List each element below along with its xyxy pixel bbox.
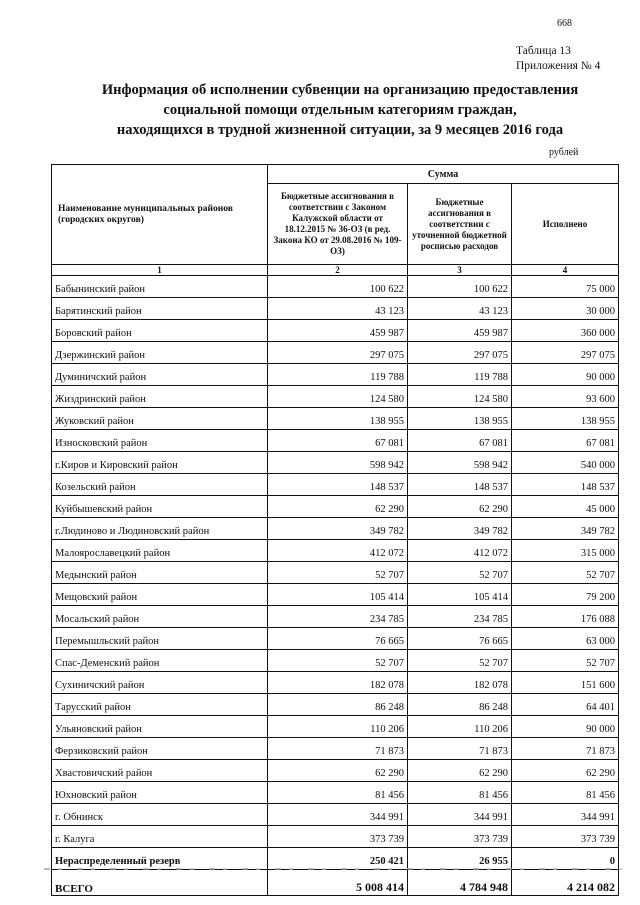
budget-law-value: 344 991 [268,804,408,826]
total-budget-law: 5 008 414 [268,870,408,896]
executed-value: 344 991 [512,804,619,826]
column-index: 2 [268,265,408,276]
budget-refined-value: 119 788 [408,364,512,386]
executed-value: 90 000 [512,364,619,386]
table-row [52,650,619,672]
header-name-column: Наименование муниципальных районов (городских округов) [52,165,268,265]
table-row [52,562,619,584]
reserve-budget-refined: 26 955 [408,848,512,870]
district-name: Тарусский район [52,694,268,716]
executed-value: 52 707 [512,562,619,584]
district-name: Бабынинский район [52,276,268,298]
budget-refined-value: 52 707 [408,650,512,672]
budget-law-value: 43 123 [268,298,408,320]
district-name: Козельский район [52,474,268,496]
header-budget-law: Бюджетные ассигнования в соответствии с Законом Калужской области от 18.12.2015 № 36-ОЗ (в ред. Закона КО от 29.08.2016 № 109-ОЗ) [268,184,408,265]
district-name: Сухиничский район [52,672,268,694]
budget-refined-value: 182 078 [408,672,512,694]
budget-law-value: 105 414 [268,584,408,606]
table-body [52,276,619,848]
budget-refined-value: 234 785 [408,606,512,628]
table-reference-line-2: Приложения № 4 [516,60,601,72]
executed-value: 79 200 [512,584,619,606]
budget-law-value: 86 248 [268,694,408,716]
budget-refined-value: 110 206 [408,716,512,738]
budget-law-value: 297 075 [268,342,408,364]
executed-value: 540 000 [512,452,619,474]
district-name: Перемышльский район [52,628,268,650]
executed-value: 151 600 [512,672,619,694]
budget-law-value: 76 665 [268,628,408,650]
executed-value: 90 000 [512,716,619,738]
budget-law-value: 62 290 [268,496,408,518]
document-title [40,80,640,140]
executed-value: 71 873 [512,738,619,760]
table-row [52,628,619,650]
executed-value: 360 000 [512,320,619,342]
budget-refined-value: 344 991 [408,804,512,826]
table-row [52,738,619,760]
budget-refined-value: 148 537 [408,474,512,496]
budget-law-value: 148 537 [268,474,408,496]
budget-refined-value: 412 072 [408,540,512,562]
district-name: Ульяновский район [52,716,268,738]
table-row [52,826,619,848]
header-budget-refined: Бюджетные ассигнования в соответствии с уточненной бюджетной росписью расходов [408,184,512,265]
district-name: Мещовский район [52,584,268,606]
budget-refined-value: 81 456 [408,782,512,804]
budget-refined-value: 373 739 [408,826,512,848]
budget-refined-value: 138 955 [408,408,512,430]
executed-value: 30 000 [512,298,619,320]
budget-law-value: 598 942 [268,452,408,474]
district-name: Медынский район [52,562,268,584]
executed-value: 138 955 [512,408,619,430]
budget-refined-value: 459 987 [408,320,512,342]
page-number: 668 [557,18,572,29]
budget-refined-value: 100 622 [408,276,512,298]
header-sum: Сумма [268,165,619,184]
budget-refined-value: 598 942 [408,452,512,474]
budget-law-value: 412 072 [268,540,408,562]
budget-refined-value: 76 665 [408,628,512,650]
budget-law-value: 71 873 [268,738,408,760]
table-row [52,276,619,298]
reserve-executed: 0 [512,848,619,870]
budget-law-value: 459 987 [268,320,408,342]
total-executed: 4 214 082 [512,870,619,896]
column-index: 4 [512,265,619,276]
district-name: г. Калуга [52,826,268,848]
executed-value: 75 000 [512,276,619,298]
budget-law-value: 119 788 [268,364,408,386]
table-row [52,320,619,342]
table-row [52,364,619,386]
budget-refined-value: 62 290 [408,760,512,782]
executed-value: 315 000 [512,540,619,562]
budget-law-value: 62 290 [268,760,408,782]
table-row [52,298,619,320]
district-name: Малоярославецкий район [52,540,268,562]
column-index-row [52,265,619,276]
executed-value: 148 537 [512,474,619,496]
budget-law-value: 67 081 [268,430,408,452]
budget-refined-value: 124 580 [408,386,512,408]
budget-refined-value: 71 873 [408,738,512,760]
executed-value: 62 290 [512,760,619,782]
reserve-row [52,848,619,870]
total-row [52,870,619,896]
table-reference [516,44,600,74]
column-index: 3 [408,265,512,276]
executed-value: 67 081 [512,430,619,452]
total-name: ВСЕГО [52,870,268,896]
budget-refined-value: 86 248 [408,694,512,716]
budget-law-value: 182 078 [268,672,408,694]
district-name: г.Киров и Кировский район [52,452,268,474]
table-row [52,496,619,518]
executed-value: 373 739 [512,826,619,848]
reserve-budget-law: 250 421 [268,848,408,870]
table-reference-line-1: Таблица 13 [516,45,571,57]
budget-law-value: 373 739 [268,826,408,848]
district-name: г.Людиново и Людиновский район [52,518,268,540]
table-row [52,694,619,716]
budget-refined-value: 349 782 [408,518,512,540]
table-row [52,782,619,804]
district-name: Жуковский район [52,408,268,430]
district-name: Боровский район [52,320,268,342]
district-name: Мосальский район [52,606,268,628]
column-index: 1 [52,265,268,276]
district-name: Хвастовичский район [52,760,268,782]
district-name: г. Обнинск [52,804,268,826]
district-name: Куйбышевский район [52,496,268,518]
budget-law-value: 124 580 [268,386,408,408]
document-title-line-1: Информация об исполнении субвенции на организацию предоставления [101,82,579,98]
executed-value: 64 401 [512,694,619,716]
table-row [52,408,619,430]
executed-value: 45 000 [512,496,619,518]
table-row [52,804,619,826]
executed-value: 63 000 [512,628,619,650]
budget-law-value: 138 955 [268,408,408,430]
budget-refined-value: 62 290 [408,496,512,518]
district-name: Дзержинский район [52,342,268,364]
executed-value: 297 075 [512,342,619,364]
table-row [52,452,619,474]
header-executed: Исполнено [512,184,619,265]
table-row [52,540,619,562]
subvention-table [51,164,619,896]
table-row [52,606,619,628]
reserve-name: Нераспределенный резерв [52,848,268,870]
table-row [52,386,619,408]
total-budget-refined: 4 784 948 [408,870,512,896]
currency-label: рублей [549,147,579,158]
budget-law-value: 234 785 [268,606,408,628]
executed-value: 52 707 [512,650,619,672]
budget-law-value: 52 707 [268,650,408,672]
budget-law-value: 52 707 [268,562,408,584]
table-row [52,716,619,738]
scan-artifact-line [44,868,622,870]
budget-law-value: 100 622 [268,276,408,298]
budget-refined-value: 105 414 [408,584,512,606]
table-row [52,584,619,606]
budget-law-value: 349 782 [268,518,408,540]
budget-refined-value: 297 075 [408,342,512,364]
executed-value: 176 088 [512,606,619,628]
executed-value: 349 782 [512,518,619,540]
table-row [52,672,619,694]
budget-law-value: 110 206 [268,716,408,738]
table-row [52,518,619,540]
table-row [52,474,619,496]
budget-law-value: 81 456 [268,782,408,804]
executed-value: 81 456 [512,782,619,804]
district-name: Износковский район [52,430,268,452]
table-row [52,430,619,452]
table-row [52,760,619,782]
budget-refined-value: 43 123 [408,298,512,320]
district-name: Спас-Деменский район [52,650,268,672]
document-title-line-2: социальной помощи отдельным категориям граждан, [163,102,517,118]
budget-refined-value: 67 081 [408,430,512,452]
table-row [52,342,619,364]
executed-value: 93 600 [512,386,619,408]
budget-refined-value: 52 707 [408,562,512,584]
district-name: Юхновский район [52,782,268,804]
district-name: Барятинский район [52,298,268,320]
district-name: Думиничский район [52,364,268,386]
district-name: Жиздринский район [52,386,268,408]
district-name: Ферзиковский район [52,738,268,760]
document-title-line-3: находящихся в трудной жизненной ситуации, за 9 месяцев 2016 года [116,122,564,138]
